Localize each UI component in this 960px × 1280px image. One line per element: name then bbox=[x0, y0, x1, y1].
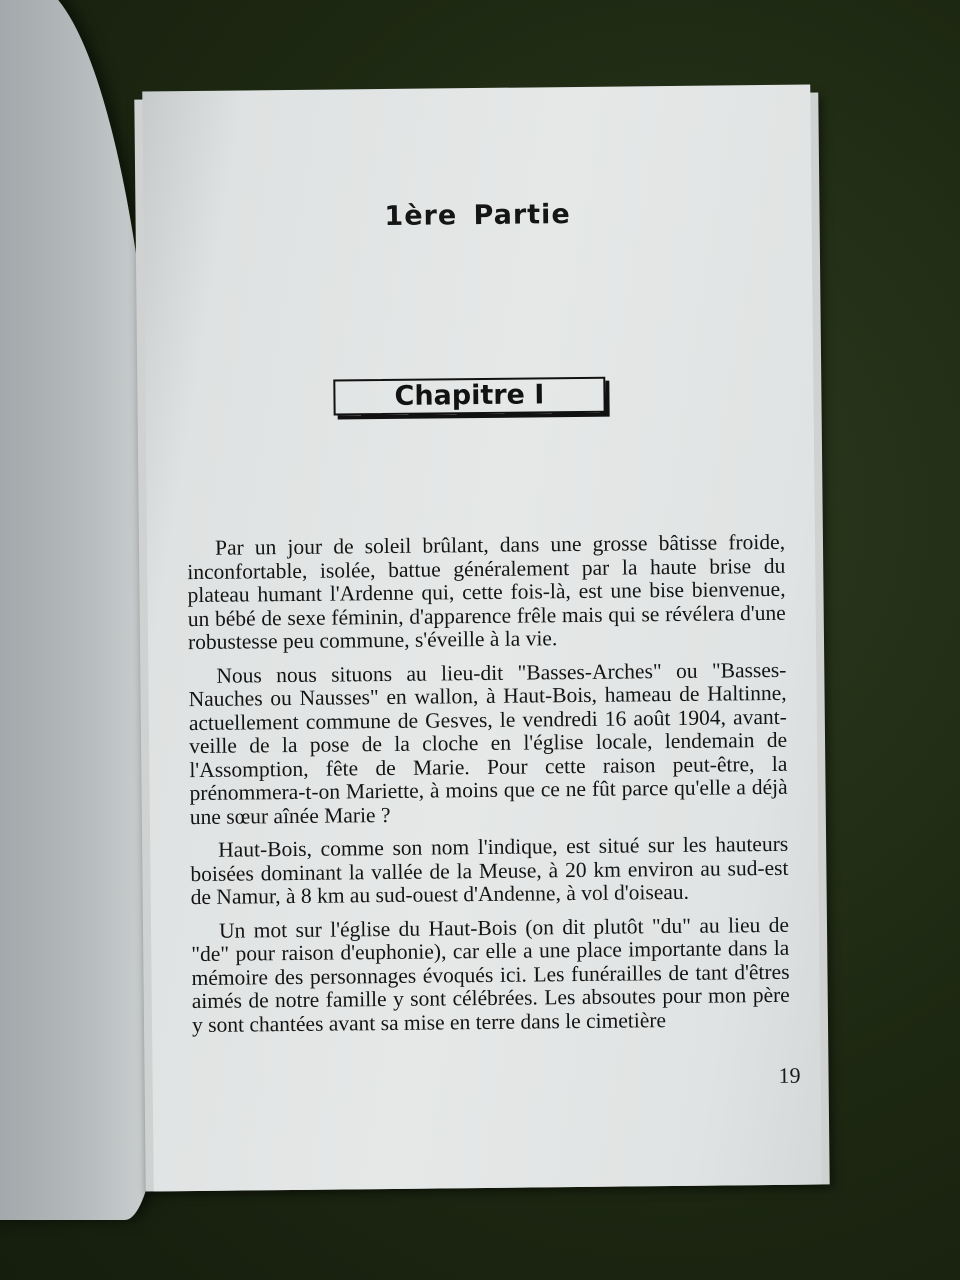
page-number: 19 bbox=[778, 1062, 801, 1088]
paragraph: Par un jour de soleil brûlant, dans une grosse bâtisse froide, inconfortable, isolée, battue généralement par la haute brise du plateau humant l'Ardenne qui, cette fois-là, est une bise bienvenue, un bébé de sexe féminin, d'apparence frêle mais qui se révélera d'une robustesse peu commune, s'éveille à la vie. bbox=[187, 529, 786, 655]
paragraph: Nous nous situons au lieu-dit "Basses-Arches" ou "Basses-Nauches ou Nausses" en wallon, à Haut-Bois, hameau de Haltinne, actuellement commune de Gesves, le vendredi 16 août 1904, avant-veille de la pose de la cloche en l'église locale, lendemain de l'Assomption, fête de Marie. Pour cette raison peut-être, la prénommera-t-on Mariette, à moins que ce ne fût parce qu'elle a déjà une sœur aînée Marie ? bbox=[188, 657, 788, 829]
chapter-title: Chapitre I bbox=[333, 377, 605, 416]
body-text bbox=[187, 531, 790, 1047]
part-title: 1ère Partie bbox=[384, 199, 571, 232]
book-page bbox=[142, 85, 821, 1192]
paragraph: Haut-Bois, comme son nom l'indique, est situé sur les hauteurs boisées dominant la vallée de la Meuse, à 20 km environ au sud-est de Namur, à 8 km au sud-ouest d'Andenne, à vol d'oiseau. bbox=[190, 831, 789, 910]
paragraph: Un mot sur l'église du Haut-Bois (on dit plutôt "du" au lieu de "de" pour raison d'euphonie), car elle a une place importante dans la mémoire des personnages évoqués ici. Les funérailles de tant d'êtres aimés de notre famille y sont célébrées. Les absoutes pour mon père y sont chantées avant sa mise en terre dans le cimetière bbox=[191, 912, 790, 1037]
